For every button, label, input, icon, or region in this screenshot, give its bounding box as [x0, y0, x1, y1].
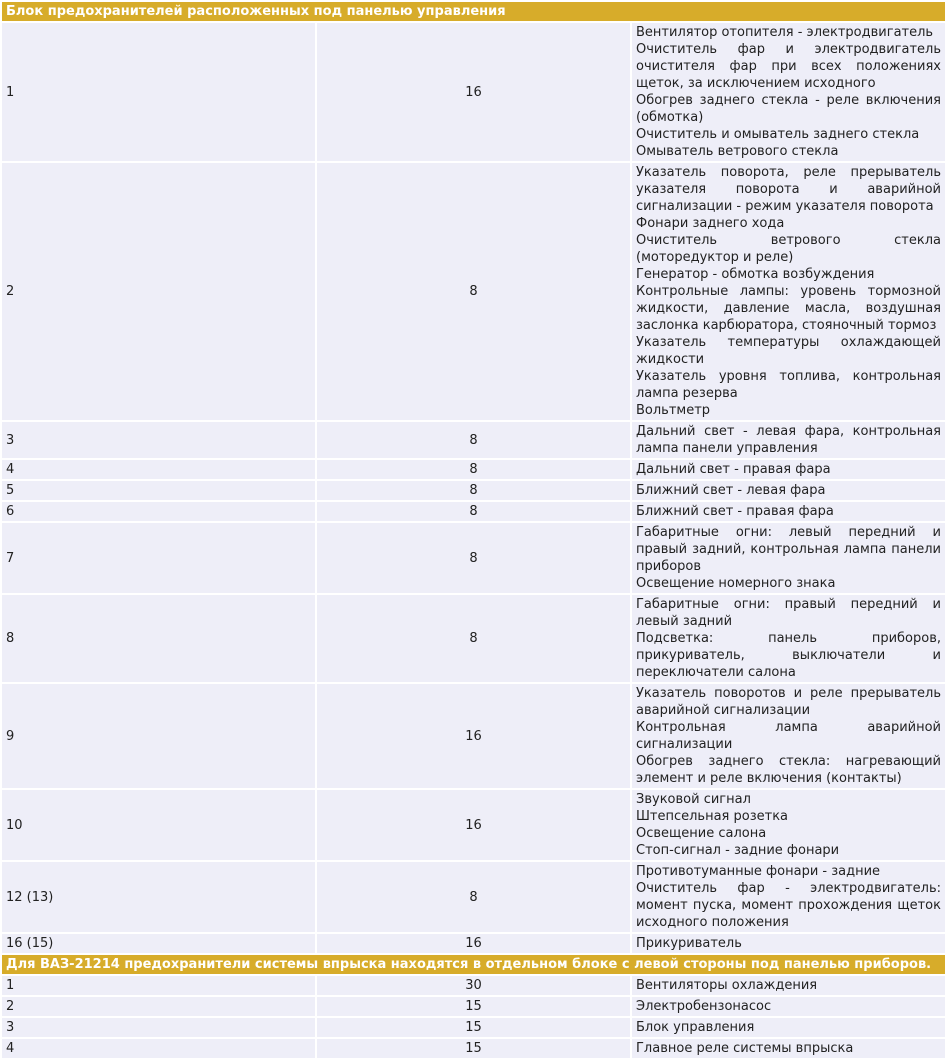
- circuit-line: Контрольные лампы: уровень тормозной жидкости, давление масла, воздушная заслонка карбюратора, стояночный тормоз: [636, 284, 941, 333]
- circuit-line: Противотуманные фонари - задние: [636, 864, 881, 879]
- fuse-number: 12 (13): [2, 862, 315, 932]
- circuit-line: Указатель температуры охлаждающей жидкости: [636, 335, 941, 367]
- protected-circuits: [632, 422, 945, 458]
- circuit-line: Ближний свет - правая фара: [636, 504, 834, 519]
- fuse-number: 4: [2, 1039, 315, 1058]
- circuit-line: Вольтметр: [636, 403, 711, 418]
- fuse-current: 8: [317, 163, 630, 420]
- section-header-row: [2, 955, 945, 974]
- section-title: Блок предохранителей расположенных под панелью управления: [2, 2, 945, 21]
- fuse-number: 1: [2, 976, 315, 995]
- circuit-line: Ближний свет - левая фара: [636, 483, 826, 498]
- fuse-number: 8: [2, 595, 315, 682]
- protected-circuits: [632, 862, 945, 932]
- fuse-current: 8: [317, 460, 630, 479]
- protected-circuits: [632, 481, 945, 500]
- fuse-number: 3: [2, 422, 315, 458]
- fuse-current: 16: [317, 684, 630, 788]
- fuse-current: 16: [317, 934, 630, 953]
- fuse-number: 6: [2, 502, 315, 521]
- fuse-number: 16 (15): [2, 934, 315, 953]
- circuit-line: Подсветка: панель приборов, прикуриватель, выключатели и переключатели салона: [636, 631, 941, 680]
- fuse-row: [2, 481, 945, 500]
- circuit-line: Очиститель и омыватель заднего стекла: [636, 127, 920, 142]
- fuse-number: 9: [2, 684, 315, 788]
- protected-circuits: [632, 934, 945, 953]
- circuit-line: Фонари заднего хода: [636, 216, 785, 231]
- circuit-line: Очиститель фар - электродвигатель: момент пуска, момент прохождения щеток исходного положения: [636, 881, 941, 930]
- circuit-line: Контрольная лампа аварийной сигнализации: [636, 720, 941, 752]
- protected-circuits: [632, 23, 945, 161]
- protected-circuits: [632, 1039, 945, 1058]
- circuit-line: Очиститель фар и электродвигатель очистителя фар при всех положениях щеток, за исключением исходного: [636, 42, 941, 91]
- fuse-table-body: [2, 2, 945, 1058]
- fuse-number: 1: [2, 23, 315, 161]
- circuit-line: Блок управления: [636, 1020, 755, 1035]
- fuse-number: 2: [2, 997, 315, 1016]
- fuse-current: 8: [317, 422, 630, 458]
- circuit-line: Дальний свет - левая фара, контрольная лампа панели управления: [636, 424, 941, 456]
- circuit-line: Вентилятор отопителя - электродвигатель: [636, 25, 934, 40]
- circuit-line: Вентиляторы охлаждения: [636, 978, 818, 993]
- section-header-row: [2, 2, 945, 21]
- protected-circuits: [632, 790, 945, 860]
- fuse-current: 30: [317, 976, 630, 995]
- circuit-line: Стоп-сигнал - задние фонари: [636, 843, 840, 858]
- circuit-line: Указатель уровня топлива, контрольная лампа резерва: [636, 369, 941, 401]
- circuit-line: Обогрев заднего стекла: нагревающий элемент и реле включения (контакты): [636, 754, 941, 786]
- protected-circuits: [632, 976, 945, 995]
- circuit-line: Омыватель ветрового стекла: [636, 144, 839, 159]
- circuit-line: Звуковой сигнал: [636, 792, 751, 807]
- protected-circuits: [632, 684, 945, 788]
- circuit-line: Очиститель ветрового стекла (моторедуктор и реле): [636, 233, 941, 265]
- circuit-line: Прикуриватель: [636, 936, 742, 951]
- fuse-current: 15: [317, 1039, 630, 1058]
- fuse-number: 7: [2, 523, 315, 593]
- fuse-row: [2, 523, 945, 593]
- fuse-row: [2, 502, 945, 521]
- protected-circuits: [632, 163, 945, 420]
- fuse-row: [2, 1039, 945, 1058]
- protected-circuits: [632, 1018, 945, 1037]
- circuit-line: Освещение салона: [636, 826, 767, 841]
- circuit-line: Обогрев заднего стекла - реле включения (обмотка): [636, 93, 941, 125]
- fuse-row: [2, 684, 945, 788]
- section-title: Для ВАЗ-21214 предохранители системы впрыска находятся в отдельном блоке с левой стороны под панелью приборов.: [2, 955, 945, 974]
- fuse-row: [2, 595, 945, 682]
- fuse-row: [2, 997, 945, 1016]
- fuse-current: 8: [317, 481, 630, 500]
- protected-circuits: [632, 595, 945, 682]
- protected-circuits: [632, 502, 945, 521]
- circuit-line: Электробензонасос: [636, 999, 772, 1014]
- fuse-row: [2, 23, 945, 161]
- fuse-row: [2, 934, 945, 953]
- fuse-row: [2, 790, 945, 860]
- protected-circuits: [632, 523, 945, 593]
- fuse-row: [2, 862, 945, 932]
- fuse-row: [2, 422, 945, 458]
- circuit-line: Габаритные огни: левый передний и правый задний, контрольная лампа панели приборов: [636, 525, 941, 574]
- fuse-current: 8: [317, 595, 630, 682]
- fuse-current: 16: [317, 23, 630, 161]
- fuse-number: 2: [2, 163, 315, 420]
- circuit-line: Генератор - обмотка возбуждения: [636, 267, 875, 282]
- fuse-current: 8: [317, 862, 630, 932]
- fuse-current: 16: [317, 790, 630, 860]
- fuse-number: 3: [2, 1018, 315, 1037]
- circuit-line: Габаритные огни: правый передний и левый задний: [636, 597, 941, 629]
- fuse-current: 8: [317, 502, 630, 521]
- circuit-line: Указатель поворота, реле прерыватель указателя поворота и аварийной сигнализации - режим указателя поворота: [636, 165, 941, 214]
- circuit-line: Освещение номерного знака: [636, 576, 836, 591]
- fuse-row: [2, 163, 945, 420]
- fuse-number: 10: [2, 790, 315, 860]
- circuit-line: Штепсельная розетка: [636, 809, 789, 824]
- fuse-current: 8: [317, 523, 630, 593]
- circuit-line: Дальний свет - правая фара: [636, 462, 831, 477]
- circuit-line: Указатель поворотов и реле прерыватель аварийной сигнализации: [636, 686, 941, 718]
- fuse-number: 4: [2, 460, 315, 479]
- protected-circuits: [632, 460, 945, 479]
- fuse-row: [2, 1018, 945, 1037]
- protected-circuits: [632, 997, 945, 1016]
- fuse-row: [2, 976, 945, 995]
- fuse-current: 15: [317, 1018, 630, 1037]
- fuse-current: 15: [317, 997, 630, 1016]
- fuse-row: [2, 460, 945, 479]
- fuse-number: 5: [2, 481, 315, 500]
- circuit-line: Главное реле системы впрыска: [636, 1041, 854, 1056]
